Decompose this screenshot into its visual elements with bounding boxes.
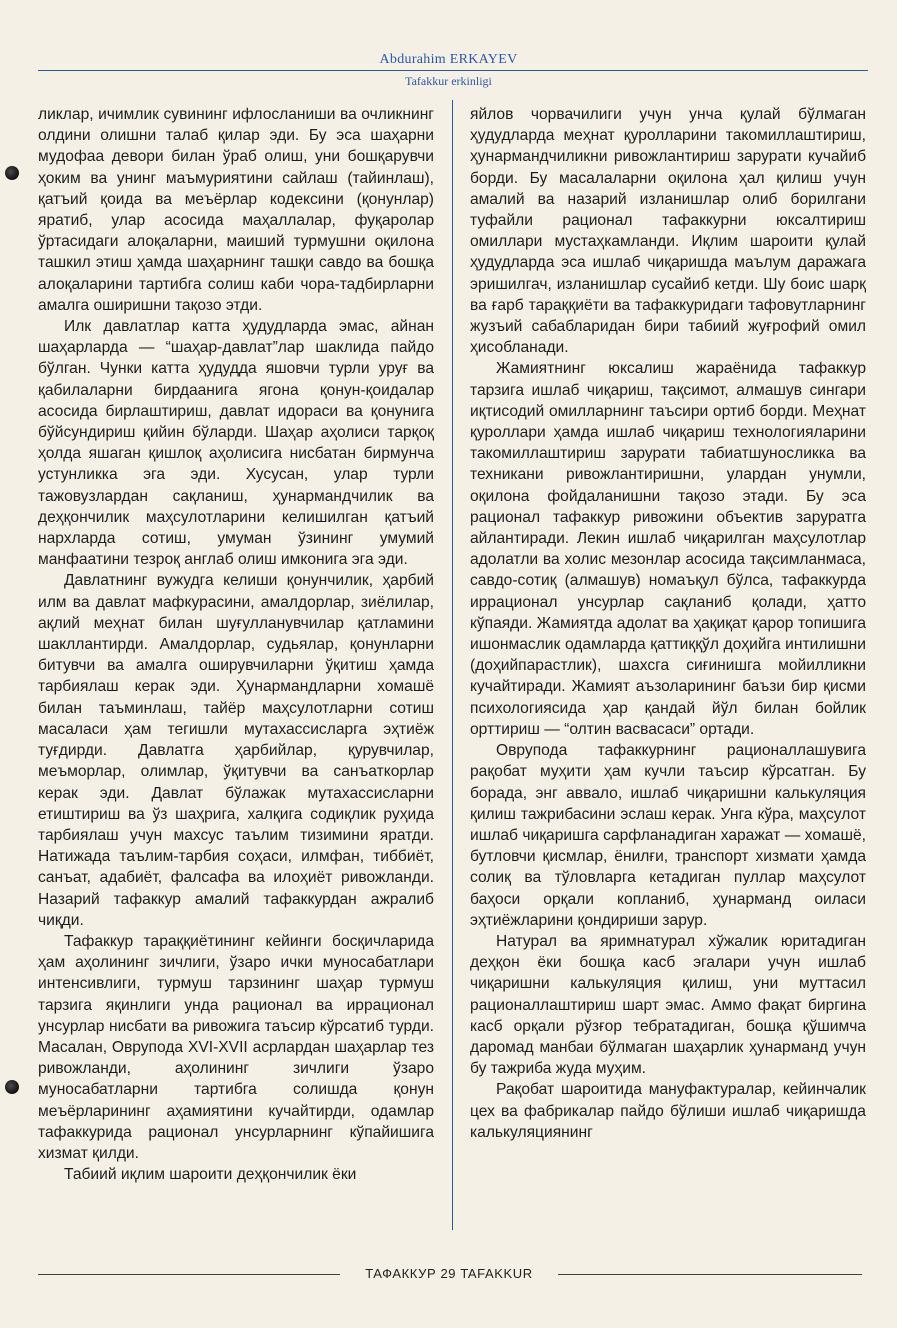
paragraph: Жамиятнинг юксалиш жараёнида тафаккур тарзига ишлаб чиқариш, тақсимот, алмашув сингари иқтисодий омилларнинг таъсири ортиб борди. Меҳнат қуроллари ҳамда ишлаб чиқариш технологияларини такомиллаштириш зарурати табиатшуносликка ва техникани ривожлантиришни, улардан унумли, оқилона фойдаланишни тақозо этади. Бу эса рационал тафаккур ривожини объектив заруратга айлантиради. Лекин ишлаб чиқарилган маҳсулотлар адолатли ва холис мезонлар асосида тақсимланмаса, савдо-сотиқ (алмашув) номаъқул бўлса, тафаккурда иррационал унсурлар сақланиб қолади, ҳатто кўпаяди. Жамиятда адолат ва ҳақиқат қарор топишига ишонмаслик одамларда қаттиққўл доҳийга интилишни (доҳийпарастлик), шахсга сиғинишга мойилликни кучайтиради. Жамият аъзоларининг баъзи бир қисми психологиясида ҳар қандай йўл билан бойлик орттириш — “олтин васвасаси” ортади. [470,360,866,738]
running-header-subtitle: Tafakkur erkinligi [405,74,492,88]
footer-rule-left [38,1274,340,1275]
paragraph: Табиий иқлим шароити деҳқончилик ёки [64,1166,357,1184]
column-divider [452,100,453,1230]
paragraph: Натурал ва яримнатурал хўжалик юритадиган деҳқон ёки бошқа касб эгалари учун ишлаб чиқаришни калькуляция қилиш, уни муттасил рационаллаштириш шарт эмас. Аммо фақат биргина касб орқали рўзғор тебратадиган, бошқа қўшимча даромад манбаи бўлмаган шаҳарлик ҳунарманд учун бу тажриба жуда муҳим. [470,932,866,1078]
paragraph: Илк давлатлар катта ҳудудларда эмас, айнан шаҳарларда — “шаҳар-давлат”лар шаклида пайдо бўлган. Чунки катта ҳудудда яшовчи турли уруғ ва қабилаларни бирдаанига ягона қонун-қоидалар асосида бирлаштириш, давлат идораси ва қонунига бўйсундириш қийин бўларди. Шаҳар аҳолиси тарқоқ ҳолда яшаган қишлоқ аҳолисига нисбатан бирмунча устунликка эга эди. Хусусан, улар турли тажовузлардан сақланиш, ҳунармандчилик ва деҳқончилик маҳсулотларини келишилган қатъий нархларда сотиш, умуман ўзининг умумий манфаатини тезроқ англаб олиш имконига эга эди. [38,318,434,569]
paragraph: Рақобат шароитида мануфактуралар, кейинчалик цех ва фабрикалар пайдо бўлиши ишлаб чиқаришда калькуляциянинг [470,1081,866,1141]
paragraph: яйлов чорвачилиги учун унча қулай бўлмаган ҳудудларда меҳнат қуролларини такомиллаштириш, ҳунармандчиликни ривожлантириш зарурати кучайиб борди. Бу масалаларни оқилона ҳал қилиш учун амалий ва назарий изланишлар олиб борилгани туфайли рационал тафаккурни юксалтириш омиллари мустаҳкамланди. Иқлим шароити қулай ҳудудларда эса ишлаб чиқаришда маълум даражага эришилгач, изланишлар сусайиб кетди. Шу боис шарқ ва ғарб тараққиёти ва тафаккуридаги тафовутларнинг жузъий сабабларидан бири табиий жуғрофий омил ҳисобланади. [470,106,866,357]
header-rule [38,70,868,71]
punch-hole-bottom [5,1080,19,1094]
page-footer: ТАФАККУР 29 TAFAKKUR [365,1266,533,1281]
paragraph: Оврупода тафаккурнинг рационаллашувига рақобат муҳити ҳам кучли таъсир кўрсатган. Бу борада, энг аввало, ишлаб чиқаришни калькуляция қилиш тажрибасини эслаш керак. Унга кўра, маҳсулот ишлаб чиқаришга сарфланадиган харажат — хомашё, бутловчи қисмлар, ёнилғи, транспорт хизмати ҳамда солиқ ва тўловларга кетадиган пуллар маҳсулот баҳоси орқали копланиб, ҳунарманд оиласи эҳтиёжларини қондириши зарур. [470,742,866,929]
paragraph: Тафаккур тараққиётининг кейинги босқичларида ҳам аҳолининг зичлиги, ўзаро ички муносабатлари интенсивлиги, турмуш тарзининг шаҳар турмуш тарзига яқинлиги унда рационал ва иррационал унсурлар нисбати ва ривожига таъсир кўрсатиб турди. Масалан, Оврупода XVI-XVII асрлардан шаҳарлар тез ривожланди, аҳолининг зичлиги ўзаро муносабатларни тартибга солишда қонун меъёрларининг аҳамиятини кучайтирди, одамлар тафаккурида рационал унсурларнинг кўпайишига хизмат қилди. [38,932,434,1162]
paragraph: ликлар, ичимлик сувининг ифлосланиши ва очликнинг олдини олишни талаб қилар эди. Бу эса шаҳарни мудофаа девори билан ўраб олиш, уни бошқарувчи ҳоким ва унинг маъмуриятини сайлаш (тайинлаш), қатъий қоида ва меъёрлар кодексини (қонунлар) яратиб, улар асосида маҳаллалар, фуқаролар ўртасидаги алоқаларни, маиший турмушни оқилона ташкил этиш ҳамда шаҳарнинг ташқи савдо ва бошқа алоқаларини тартибга солиш каби чора-тадбирларни амалга оширишни тақозо этди. [38,106,434,314]
footer-rule-right [558,1274,862,1275]
right-column [470,104,866,1234]
left-column [38,104,434,1234]
running-header-author: Abdurahim ERKAYEV [379,52,518,67]
paragraph: Давлатнинг вужудга келиши қонунчилик, ҳарбий илм ва давлат мафкурасини, амалдорлар, зиёлилар, ақлий меҳнат билан шуғулланувчилар қатламини шакллантирди. Амалдорлар, судьялар, қонунларни битувчи ва амалга оширувчиларни ўқитиш ҳамда тарбиялаш керак эди. Ҳунармандларни хомашё билан таъминлаш, тайёр маҳсулотларни сотиш масаласи ҳам тегишли мутахассисларга эҳтиёж туғдирди. Давлатга ҳарбийлар, қурувчилар, меъморлар, олимлар, ўқитувчи ва санъаткорлар керак эди. Давлат бўлажак мутахассисларни етиштириш ва ўз шаҳрига, халқига содиқлик руҳида тарбиялаш учун махсус таълим тизимини яратди. Натижада таълим-тарбия соҳаси, илмфан, тиббиёт, санъат, адабиёт, фалсафа ва илоҳиёт ривожланди. Назарий тафаккур амалий тафаккурдан ажралиб чиқди. [38,572,434,929]
punch-hole-top [5,166,19,180]
